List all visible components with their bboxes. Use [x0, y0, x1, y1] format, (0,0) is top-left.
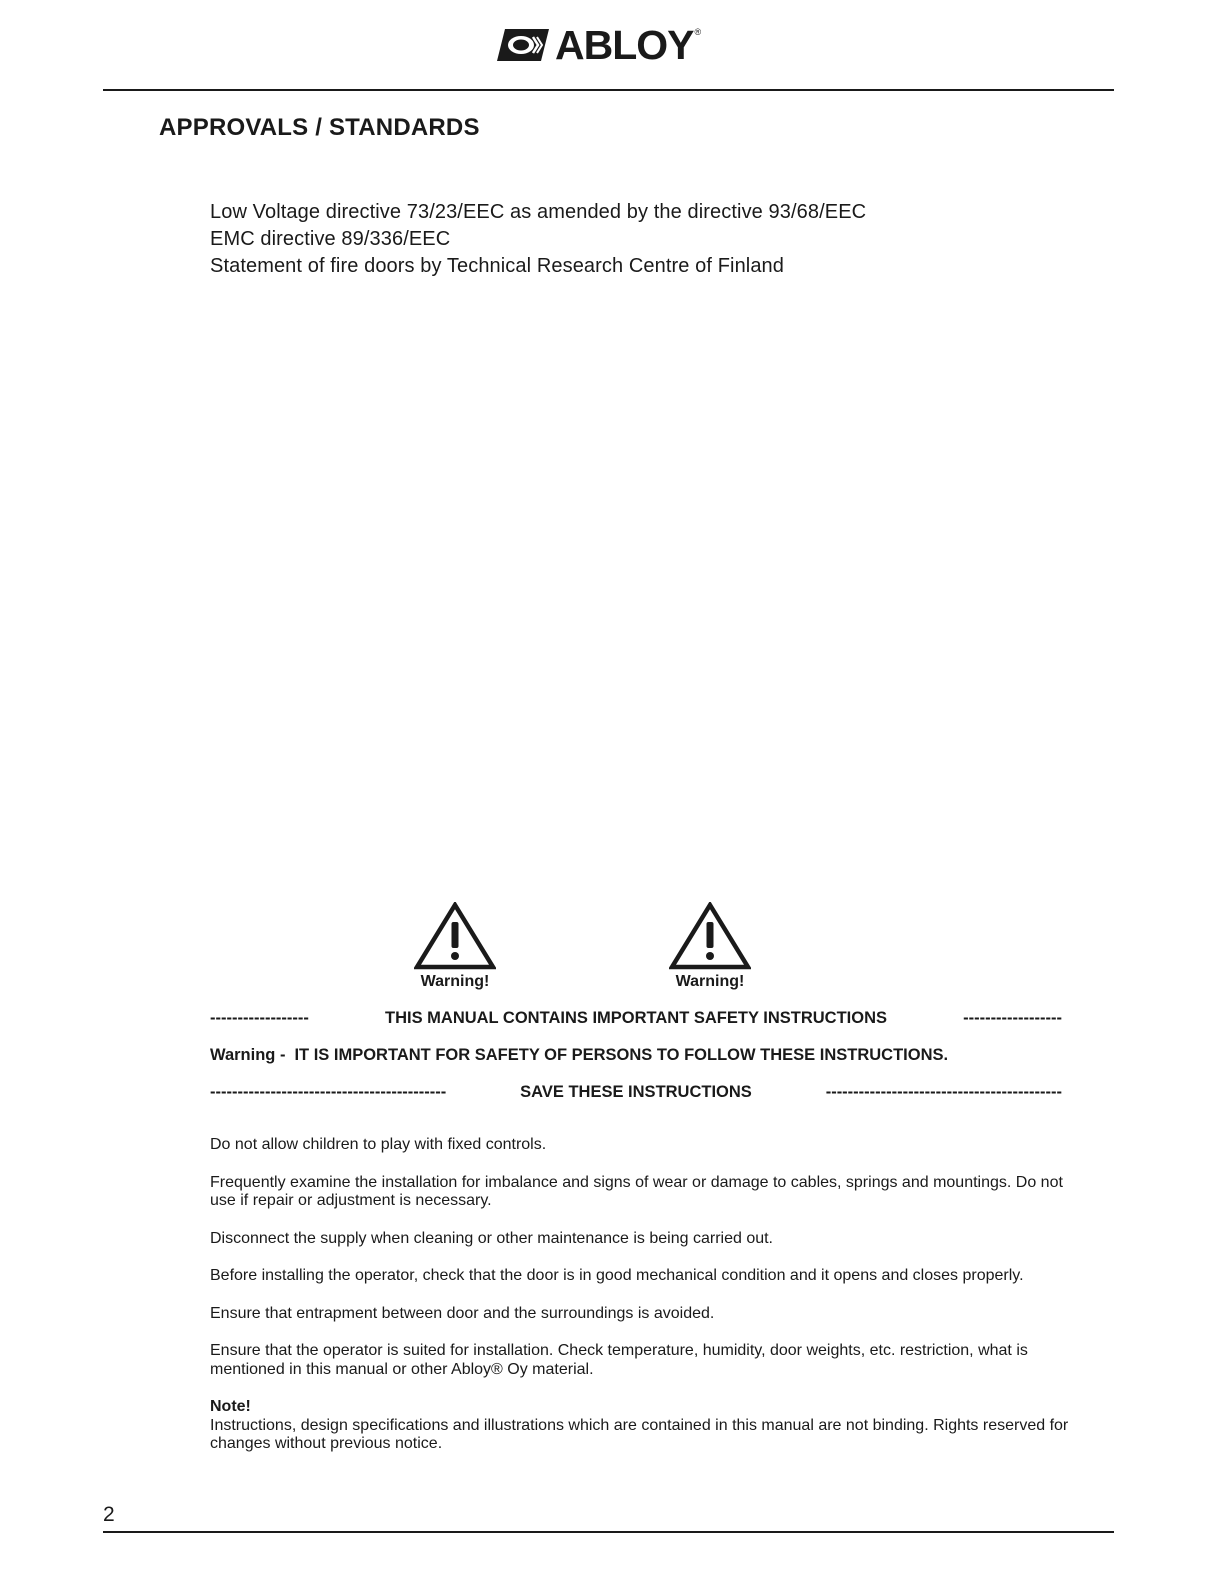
- header-divider: [103, 89, 1114, 91]
- registered-mark: ®: [694, 27, 702, 37]
- warning-sign: [665, 902, 755, 991]
- warning-prefix: Warning -: [210, 1046, 286, 1064]
- abloy-logo: [497, 21, 702, 68]
- standards-list: [210, 199, 866, 280]
- warning-label: Warning!: [420, 973, 490, 990]
- standard-item: EMC directive 89/336/EEC: [210, 228, 451, 250]
- footer-divider: [103, 1531, 1114, 1533]
- save-instructions-line: [210, 1083, 1062, 1102]
- dashes-left: ------------------: [210, 1009, 309, 1027]
- page-title: APPROVALS / STANDARDS: [159, 114, 480, 141]
- instruction-item: Frequently examine the installation for imbalance and signs of wear or damage to cables, springs and mountings. Do not use if repair or adjustment is necessary.: [210, 1173, 1063, 1209]
- brand-name: ABLOY: [555, 21, 694, 68]
- note-title: Note!: [210, 1398, 251, 1415]
- instruction-item: Before installing the operator, check that the door is in good mechanical condition and it opens and closes properly.: [210, 1267, 1024, 1284]
- standard-item: Statement of fire doors by Technical Research Centre of Finland: [210, 255, 785, 277]
- warning-label: Warning!: [675, 973, 745, 990]
- safety-manual-text: THIS MANUAL CONTAINS IMPORTANT SAFETY INSTRUCTIONS: [384, 1009, 888, 1027]
- page-number: 2: [103, 1503, 115, 1526]
- dashes-right: -------------------------------------------: [825, 1083, 1062, 1101]
- dashes-left: -------------------------------------------: [210, 1083, 447, 1101]
- standard-item: Low Voltage directive 73/23/EEC as amended by the directive 93/68/EEC: [210, 201, 867, 223]
- warning-sign: [410, 902, 500, 991]
- instruction-item: Do not allow children to play with fixed controls.: [210, 1136, 547, 1153]
- safety-warning-line: [210, 1046, 1062, 1065]
- warning-text: IT IS IMPORTANT FOR SAFETY OF PERSONS TO FOLLOW THESE INSTRUCTIONS.: [294, 1046, 949, 1064]
- abloy-key-emblem-icon: [497, 27, 549, 63]
- instruction-item: Disconnect the supply when cleaning or other maintenance is being carried out.: [210, 1229, 773, 1247]
- note-text: Instructions, design specifications and illustrations which are contained in this manual are not binding. Rights reserved for changes without previous notice.: [210, 1416, 1069, 1452]
- save-instructions-text: SAVE THESE INSTRUCTIONS: [520, 1083, 752, 1101]
- warning-triangle-icon: [414, 902, 496, 970]
- warning-triangle-icon: [669, 902, 751, 970]
- note: [210, 1398, 1080, 1454]
- instruction-item: Ensure that the operator is suited for installation. Check temperature, humidity, door weights, etc. restriction, what is mentioned in this manual or other Abloy® Oy material.: [210, 1342, 1028, 1378]
- instructions-list: [210, 1136, 1080, 1473]
- instruction-item: Ensure that entrapment between door and the surroundings is avoided.: [210, 1304, 715, 1322]
- dashes-right: ------------------: [963, 1009, 1062, 1027]
- safety-manual-line: [210, 1009, 1062, 1028]
